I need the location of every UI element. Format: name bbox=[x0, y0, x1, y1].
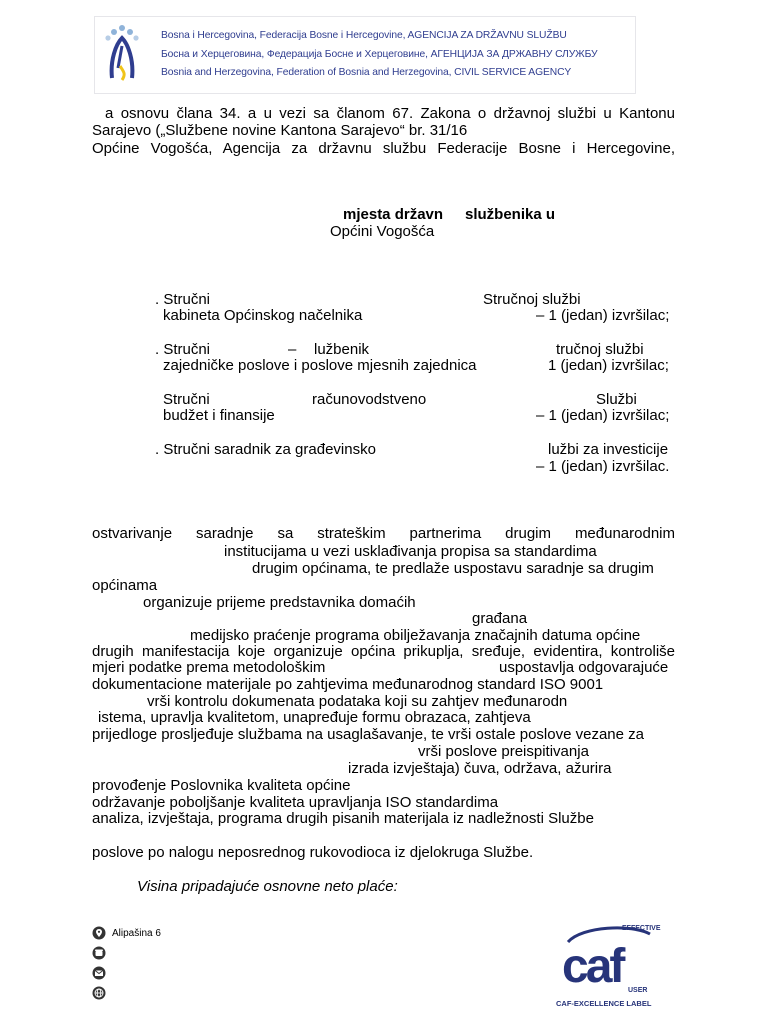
intro-line-3: Općine Vogošća, Agencija za državnu službu Federacije Bosne i Hercegovine, bbox=[92, 140, 675, 157]
duty-1b: institucijama u vezi usklađivanja propisa sa standardima bbox=[224, 543, 597, 560]
duty-4c: dokumentacione materijale po zahtjevima međunarodnog standard ISO 9001 bbox=[92, 676, 604, 693]
header-line-bosnian: Bosna i Hercegovina, Federacija Bosne i Hercegovine, AGENCIJA ZA DRŽAVNU SLUŽBU bbox=[161, 30, 567, 41]
location-icon bbox=[92, 926, 106, 940]
duty-4b-a: mjeri podatke prema metodološkim bbox=[92, 659, 326, 676]
duty-8: poslove po nalogu neposrednog rukovodioca iz djelokruga Službe. bbox=[92, 844, 534, 861]
salary-label: Visina pripadajuće osnovne neto plaće: bbox=[137, 878, 398, 895]
duty-3: medijsko praćenje programa obilježavanja značajnih datuma općine bbox=[190, 627, 641, 644]
position-2-b1: tručnoj službi bbox=[556, 341, 644, 358]
position-4-b2: – 1 (jedan) izvršilac. bbox=[536, 458, 670, 475]
footer-phone bbox=[92, 946, 106, 960]
globe-icon bbox=[92, 986, 106, 1000]
position-1-a2: kabineta Općinskog načelnika bbox=[163, 307, 363, 324]
duty-5c: prijedloge prosljeđuje službama na usaglašavanje, te vrši ostale poslove vezane za bbox=[92, 726, 644, 743]
duty-2a: organizuje prijeme predstavnika domaćih bbox=[143, 594, 416, 611]
position-4-b1: lužbi za investicije bbox=[548, 441, 669, 458]
position-3-a1: Stručni bbox=[163, 391, 210, 408]
duty-5b: istema, upravlja kvalitetom, unapređuje formu obrazaca, zahtjeva bbox=[98, 709, 531, 726]
caf-main-text: caf bbox=[562, 940, 623, 993]
position-3-b1: Službi bbox=[596, 391, 637, 408]
header-line-english: Bosnia and Herzegovina, Federation of Bosnia and Herzegovina, CIVIL SERVICE AGENCY bbox=[161, 67, 572, 78]
duty-5f: provođenje Poslovnika kvaliteta općine bbox=[92, 777, 351, 794]
agency-logo bbox=[100, 20, 156, 86]
duty-4b-b: uspostavlja odgovarajuće bbox=[499, 659, 669, 676]
duty-6: održavanje poboljšanje kvaliteta upravljanja ISO standardima bbox=[92, 794, 499, 811]
duty-1d: općinama bbox=[92, 577, 158, 594]
caf-user-text: USER bbox=[628, 987, 648, 994]
position-2-b2: 1 (jedan) izvršilac; bbox=[548, 357, 669, 374]
title-part-1: mjesta državn bbox=[343, 206, 444, 223]
caf-label-text: CAF-EXCELLENCE LABEL bbox=[556, 999, 652, 1008]
caf-effective-text: EFFECTIVE bbox=[622, 925, 661, 932]
position-4-a1: . Stručni saradnik za građevinsko bbox=[155, 441, 376, 458]
phone-icon bbox=[92, 946, 106, 960]
mail-icon bbox=[92, 966, 106, 980]
header-line-serbian: Босна и Херцеговина, Федерација Босне и Херцеговине, АГЕНЦИЈА ЗА ДРЖАВНУ СЛУЖБУ bbox=[161, 49, 598, 60]
position-3-m1: računovodstveno bbox=[312, 391, 427, 408]
position-3-a2: budžet i finansije bbox=[163, 407, 275, 424]
duty-7: analiza, izvještaja, programa drugih pisanih materijala iz nadležnosti Službe bbox=[92, 810, 594, 827]
duty-2b: građana bbox=[472, 610, 528, 627]
duty-4a: drugih manifestacija koje organizuje općina prikuplja, sređuje, evidentira, kontroliše bbox=[92, 643, 675, 660]
caf-logo bbox=[552, 920, 664, 1010]
footer-web bbox=[92, 986, 106, 1000]
address-text: Alipašina 6 bbox=[112, 927, 161, 939]
intro-line-2: Sarajevo („Službene novine Kantona Sarajevo“ br. 31/16 bbox=[92, 122, 468, 139]
footer-mail bbox=[92, 966, 106, 980]
position-2-a2: zajedničke poslove i poslove mjesnih zajednica bbox=[163, 357, 477, 374]
duty-5d: vrši poslove preispitivanja bbox=[418, 743, 589, 760]
title-line-2: Općini Vogošća bbox=[330, 223, 435, 240]
duty-1a: ostvarivanje saradnje sa strateškim partnerima drugim međunarodnim bbox=[92, 525, 675, 542]
duty-5e: izrada izvještaja) čuva, održava, ažurira bbox=[348, 760, 612, 777]
footer-address bbox=[92, 926, 161, 940]
position-1-b2: – 1 (jedan) izvršilac; bbox=[536, 307, 670, 324]
duty-1c: drugim općinama, te predlaže uspostavu saradnje sa drugim bbox=[252, 560, 654, 577]
position-2-m1b: lužbenik bbox=[314, 341, 370, 358]
position-3-b2: – 1 (jedan) izvršilac; bbox=[536, 407, 670, 424]
title-part-2: službenika u bbox=[465, 206, 556, 223]
position-2-m1: – bbox=[288, 341, 297, 358]
position-1-a1: . Stručni bbox=[155, 291, 211, 308]
position-2-a1: . Stručni bbox=[155, 341, 211, 358]
duty-5a: vrši kontrolu dokumenata podataka koji su zahtjev međunarodn bbox=[147, 693, 568, 710]
position-1-b1: Stručnoj službi bbox=[483, 291, 581, 308]
intro-line-1: a osnovu člana 34. a u vezi sa članom 67. Zakona o državnoj službi u Kantonu bbox=[105, 105, 675, 122]
